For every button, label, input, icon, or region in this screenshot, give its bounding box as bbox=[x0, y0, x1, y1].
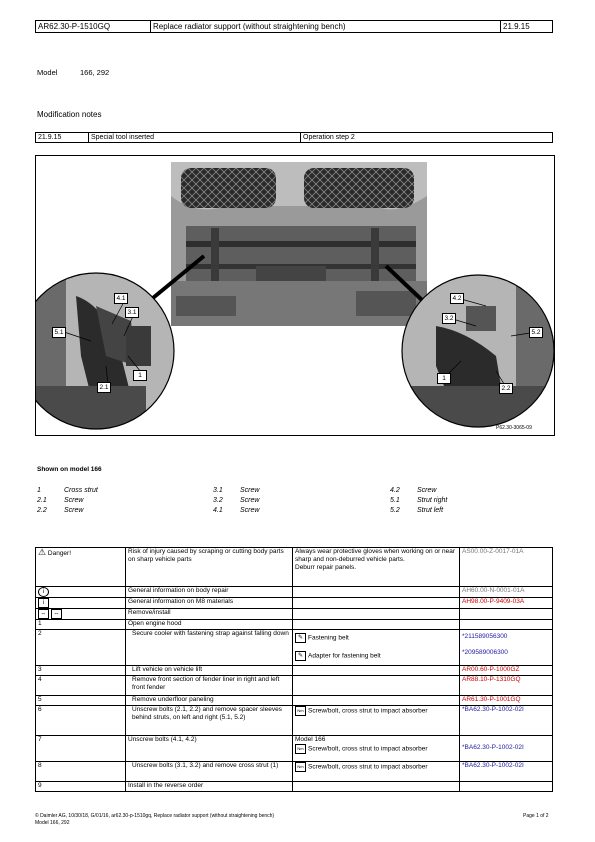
info-circle-icon: i bbox=[38, 587, 49, 597]
info-square-icon: i bbox=[38, 598, 49, 608]
doc-code: AR62.30-P-1510GQ bbox=[36, 21, 151, 33]
table-row: 1 Open engine hood bbox=[36, 620, 553, 630]
modification-notes-title: Modification notes bbox=[37, 110, 102, 119]
model-value: 166, 292 bbox=[80, 68, 110, 77]
callout-2-1: 2.1 bbox=[97, 382, 111, 393]
table-row: 2 Secure cooler with fastening strap against falling down ✎ Fastening belt ✎ Adapter for fastening belt *211589056300 *209589006300 bbox=[36, 630, 553, 666]
table-row: 6 Unscrew bolts (2.1, 2.2) and remove spacer sleeves behind struts, on left and right (5.1, 5.2) Nm Screw/bolt, cross strut to impact absorber *BA62.30-P-1002-02I bbox=[36, 706, 553, 736]
callout-3-2: 3.2 bbox=[442, 313, 456, 324]
legend-item: 4.1 Screw bbox=[213, 507, 260, 514]
table-row: 4 Remove front section of fender liner in right and left front fender AR88.10-P-1310GQ bbox=[36, 676, 553, 696]
table-row: i General information on body repair AH60.00-N-0001-01A bbox=[36, 587, 553, 598]
component-figure bbox=[35, 155, 555, 436]
center-photo bbox=[171, 162, 427, 326]
model-label: Model bbox=[37, 68, 58, 77]
page-number: Page 1 of 2 bbox=[523, 813, 549, 819]
table-row: 9 Install in the reverse order bbox=[36, 782, 553, 792]
callout-5-2: 5.2 bbox=[529, 327, 543, 338]
legend-item: 1 Cross strut bbox=[37, 487, 98, 494]
callout-1-right: 1 bbox=[437, 373, 451, 384]
callout-4-1: 4.1 bbox=[114, 293, 128, 304]
callout-3-1: 3.1 bbox=[125, 307, 139, 318]
table-row: i General information on M8 materials AH98.00-P-9409-03A bbox=[36, 598, 553, 609]
callout-5-1: 5.1 bbox=[52, 327, 66, 338]
tool-icon: ✎ bbox=[295, 651, 306, 661]
warning-icon: ⚠ bbox=[38, 547, 47, 557]
legend-col-1 bbox=[37, 486, 98, 516]
legend-item: 4.2 Screw bbox=[390, 487, 437, 494]
shown-on-label: Shown on model 166 bbox=[37, 466, 102, 473]
table-row: 7 Unscrew bolts (4.1, 4.2) Model 166 Nm Screw/bolt, cross strut to impact absorber *BA62.30-P-1002-02I bbox=[36, 736, 553, 762]
callout-2-2: 2.2 bbox=[499, 383, 513, 394]
legend-col-3 bbox=[390, 486, 447, 516]
figure-code: P62.30-3065-09 bbox=[496, 425, 532, 431]
model-line bbox=[37, 68, 109, 77]
procedure-table bbox=[35, 547, 553, 792]
torque-icon: Nm bbox=[295, 706, 306, 716]
tool-icon: ✎ bbox=[295, 633, 306, 643]
danger-ref[interactable]: AS00.00-Z-0017-01A bbox=[460, 548, 553, 587]
legend-col-2 bbox=[213, 486, 259, 516]
remove-install-icon: ⇔ bbox=[38, 609, 49, 619]
doc-date: 21.9.15 bbox=[501, 21, 553, 33]
legend-item: 5.2 Strut left bbox=[390, 507, 444, 514]
mod-note: Special tool inserted bbox=[89, 133, 301, 143]
mod-date: 21.9.15 bbox=[36, 133, 89, 143]
danger-row: ⚠ Danger! Risk of injury caused by scraping or cutting body parts on sharp vehicle parts Always wear protective gloves when working on or near sharp and non-deburred vehicle parts. Deburr repair panels. AS00.00-Z-0017-01A bbox=[36, 548, 553, 587]
table-row: ⇔ ⇔ Remove/install bbox=[36, 609, 553, 620]
header-table bbox=[35, 20, 553, 33]
legend-item: 5.1 Strut right bbox=[390, 497, 448, 504]
legend-item: 3.2 Screw bbox=[213, 497, 260, 504]
callout-4-2: 4.2 bbox=[450, 293, 464, 304]
legend-item: 2.2 Screw bbox=[37, 507, 84, 514]
callout-1-left: 1 bbox=[133, 370, 147, 381]
mod-step: Operation step 2 bbox=[301, 133, 553, 143]
doc-title: Replace radiator support (without straightening bench) bbox=[151, 21, 501, 33]
legend-item: 2.1 Screw bbox=[37, 497, 84, 504]
footer: © Daimler AG, 10/30/18, G/01/16, ar62.30-p-1510gq, Replace radiator support (without straightening bench) Model 166, 292 bbox=[35, 813, 275, 826]
torque-icon: Nm bbox=[295, 744, 306, 754]
table-row: 3 Lift vehicle on vehicle lift AR00.60-P-1000GZ bbox=[36, 666, 553, 676]
remove-install-icon: ⇔ bbox=[51, 609, 62, 619]
table-row: 5 Remove underfloor paneling AR61.30-P-1001GQ bbox=[36, 696, 553, 706]
torque-icon: Nm bbox=[295, 762, 306, 772]
table-row: 8 Unscrew bolts (3.1, 3.2) and remove cross strut (1) Nm Screw/bolt, cross strut to impact absorber *BA62.30-P-1002-02I bbox=[36, 762, 553, 782]
modification-notes-table bbox=[35, 132, 553, 143]
legend-item: 3.1 Screw bbox=[213, 487, 260, 494]
